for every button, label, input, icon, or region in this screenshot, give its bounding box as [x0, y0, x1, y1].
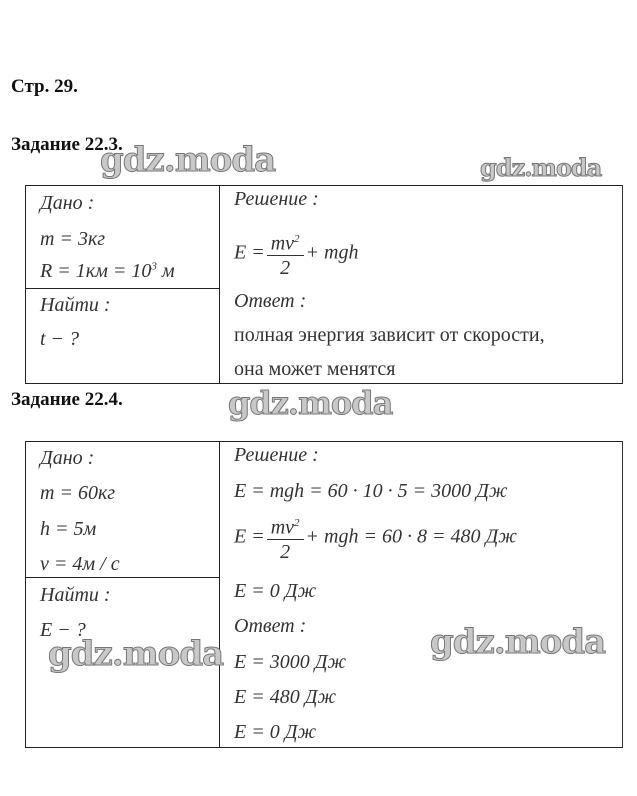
- solution-line: E = 0 Дж: [234, 580, 317, 602]
- solution-line: E = mgh = 60 · 10 · 5 = 3000 Дж: [234, 480, 508, 502]
- given-item: h = 5м: [40, 518, 97, 540]
- divider: [219, 186, 220, 383]
- find-label: Найти :: [40, 294, 111, 316]
- find-item: E − ?: [40, 619, 86, 641]
- answer-line: E = 3000 Дж: [234, 651, 347, 673]
- watermark: gdz.moda: [48, 634, 224, 674]
- watermark: gdz.moda: [480, 153, 602, 182]
- find-label: Найти :: [40, 584, 111, 606]
- divider: [26, 577, 219, 578]
- formula: E = $\frac{mv^2}{2}$ + mgh = 60 · 8 = 480 Дж: [234, 512, 517, 564]
- given-item: m = 60кг: [40, 482, 116, 504]
- given-label: Дано :: [40, 447, 95, 469]
- answer-label: Ответ :: [234, 290, 307, 312]
- formula: E = $\frac{mv^2}{2}$ + mgh: [234, 228, 359, 280]
- divider: [219, 442, 220, 747]
- given-item: $R = 1км = 10^3$ м: [40, 260, 175, 282]
- task-title: Задание 22.4.: [11, 389, 123, 410]
- task-title: Задание 22.3.: [11, 134, 123, 155]
- answer-line: E = 0 Дж: [234, 721, 317, 743]
- answer-line: она может менятся: [234, 358, 396, 380]
- given-item: v = 4м / с: [40, 553, 120, 575]
- answer-line: полная энергия зависит от скорости,: [234, 324, 545, 346]
- answer-label: Ответ :: [234, 615, 307, 637]
- given-item: m = 3кг: [40, 228, 106, 250]
- page-label: Стр. 29.: [11, 76, 78, 97]
- task-table: [25, 441, 623, 748]
- find-item: t − ?: [40, 328, 80, 350]
- solution-label: Решение :: [234, 444, 319, 466]
- solution-label: Решение :: [234, 188, 319, 210]
- watermark: gdz.moda: [100, 140, 276, 180]
- divider: [26, 288, 219, 289]
- watermark: gdz.moda: [228, 384, 393, 422]
- answer-line: E = 480 Дж: [234, 686, 337, 708]
- task-table: [25, 185, 623, 384]
- watermark: gdz.moda: [430, 622, 606, 662]
- given-label: Дано :: [40, 192, 95, 214]
